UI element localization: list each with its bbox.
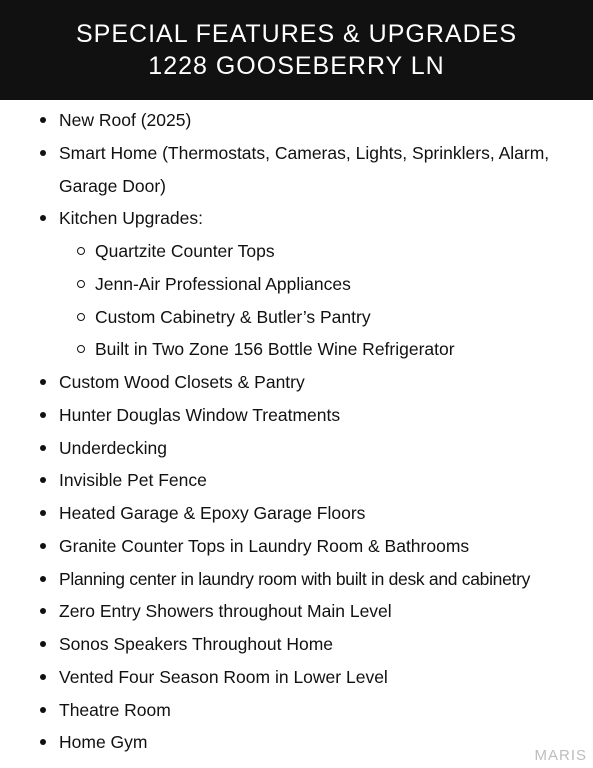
bullet-icon xyxy=(40,445,46,451)
bullet-icon xyxy=(40,510,46,516)
list-item-text: Planning center in laundry room with built in desk and cabinetry xyxy=(59,568,531,589)
list-item-text: Hunter Douglas Window Treatments xyxy=(59,404,341,425)
list-item-text: New Roof (2025) xyxy=(59,110,192,130)
list-item xyxy=(0,694,593,727)
list-item-text: Sonos Speakers Throughout Home xyxy=(59,634,334,654)
list-item xyxy=(0,595,593,628)
list-item xyxy=(0,464,593,497)
header-address: 1228 GOOSEBERRY LN xyxy=(148,52,445,80)
bullet-icon xyxy=(40,379,46,385)
bullet-icon xyxy=(40,412,46,418)
list-item xyxy=(0,202,593,235)
list-item xyxy=(0,530,593,563)
bullet-icon xyxy=(40,608,46,614)
sub-list-item-text: Built in Two Zone 156 Bottle Wine Refrigerator xyxy=(95,339,455,360)
list-item-text: Kitchen Upgrades: xyxy=(59,208,203,229)
bullet-icon xyxy=(40,215,46,221)
list-item xyxy=(0,432,593,465)
list-item xyxy=(0,399,593,432)
bullet-icon xyxy=(40,674,46,680)
bullet-icon xyxy=(40,477,46,483)
sub-list-item-text: Quartzite Counter Tops xyxy=(95,241,275,261)
header-banner xyxy=(0,0,593,100)
hollow-bullet-icon xyxy=(77,247,85,255)
list-item-text: Home Gym xyxy=(59,732,148,753)
list-item-text: Smart Home (Thermostats, Cameras, Lights, Sprinklers, Alarm, Garage Door) xyxy=(59,142,550,196)
list-item-text: Underdecking xyxy=(59,437,167,458)
list-item xyxy=(0,563,593,596)
hollow-bullet-icon xyxy=(77,313,85,321)
sub-list-item-text: Jenn-Air Professional Appliances xyxy=(95,273,351,294)
sub-list-item xyxy=(0,301,593,334)
bullet-icon xyxy=(40,150,46,156)
list-item-text: Heated Garage & Epoxy Garage Floors xyxy=(59,503,366,523)
list-item-text: Custom Wood Closets & Pantry xyxy=(59,372,305,392)
sub-list-item-text: Custom Cabinetry & Butler’s Pantry xyxy=(95,306,371,327)
bullet-icon xyxy=(40,576,46,582)
list-item xyxy=(0,137,593,203)
sub-list-item xyxy=(0,268,593,301)
bullet-icon xyxy=(40,641,46,647)
hollow-bullet-icon xyxy=(77,280,85,288)
list-item xyxy=(0,104,593,137)
header-title: SPECIAL FEATURES & UPGRADES xyxy=(76,20,517,48)
sub-list-item xyxy=(0,235,593,268)
list-item-text: Theatre Room xyxy=(59,699,171,720)
list-item xyxy=(0,726,593,759)
hollow-bullet-icon xyxy=(77,345,85,353)
list-item-text: Invisible Pet Fence xyxy=(59,470,207,491)
list-item-text: Zero Entry Showers throughout Main Level xyxy=(59,601,392,622)
bullet-icon xyxy=(40,117,46,123)
list-item-text: Vented Four Season Room in Lower Level xyxy=(59,666,388,687)
bullet-icon xyxy=(40,707,46,713)
bullet-icon xyxy=(40,739,46,745)
bullet-icon xyxy=(40,543,46,549)
list-item xyxy=(0,366,593,399)
list-item xyxy=(0,497,593,530)
watermark-logo: MARIS xyxy=(534,747,587,764)
list-item xyxy=(0,661,593,694)
list-item-text: Granite Counter Tops in Laundry Room & Bathrooms xyxy=(59,535,470,556)
features-list xyxy=(0,104,593,759)
sub-list-item xyxy=(0,333,593,366)
list-item xyxy=(0,628,593,661)
